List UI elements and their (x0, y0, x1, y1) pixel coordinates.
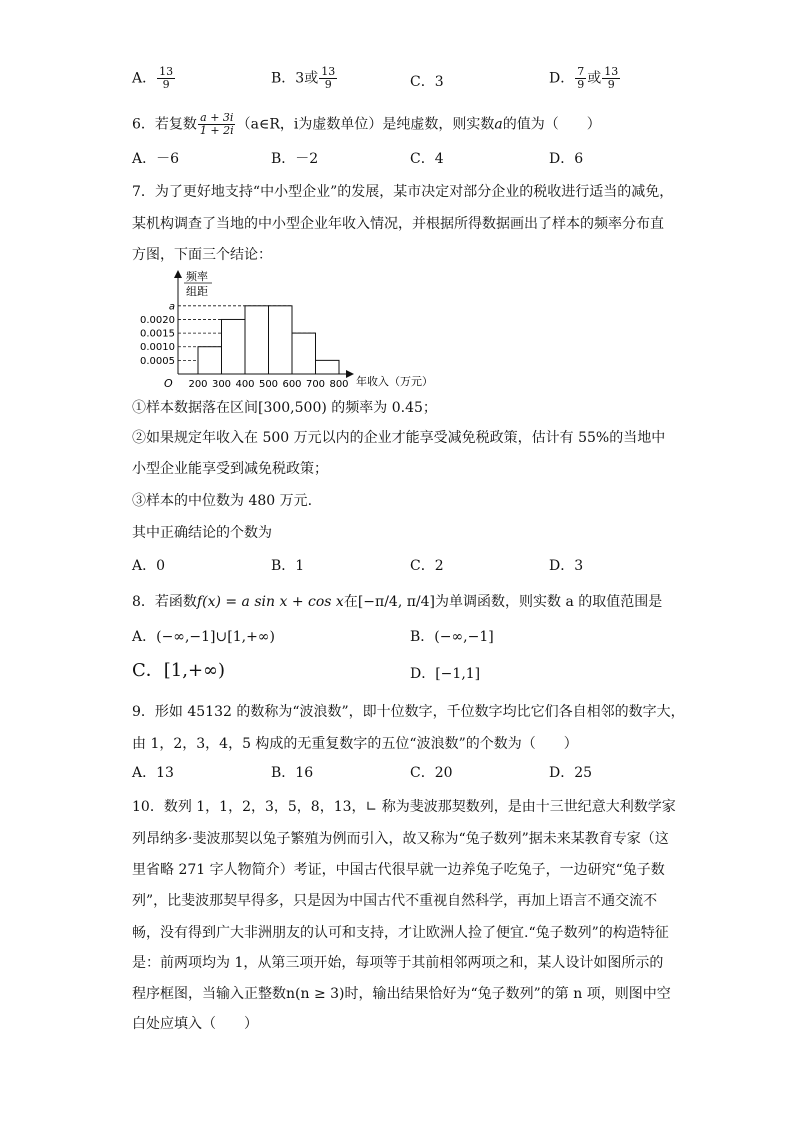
q7-option-d: D．3 (549, 558, 584, 574)
q10-line-1: 10．数列 1，1，2，3，5，8，13，∟ 称为斐波那契数列，是由十三世纪意大利数学家 (132, 799, 676, 815)
q7-line-1: 7．为了更好地支持“中小型企业”的发展，某市决定对部分企业的税收进行适当的减免， (132, 184, 674, 200)
fraction: $\frac{13}{9}$ (604, 65, 619, 91)
fraction: $\frac{13}{9}$ (321, 65, 336, 91)
q10-line-6: 是：前两项均为 1，从第三项开始，每项等于其前相邻两项之和，某人设计如图所示的 (132, 955, 664, 971)
q9-option-a: A．13 (132, 765, 174, 781)
y-tick-label: 0.0005 (140, 355, 175, 367)
q10-line-4: 列”，比斐波那契早得多，只是因为中国古代不重视自然科学，再加上语言不通交流不 (132, 893, 658, 909)
histogram-bar (316, 360, 340, 374)
q7-conclusion-3: 小型企业能享受到减免税政策； (132, 461, 328, 477)
histogram-bar (292, 333, 316, 374)
q9-line-1: 9．形如 45132 的数称为“波浪数”，即十位数字，千位数字均比它们各自相邻的数字大， (132, 704, 685, 720)
q8-option-a: A．(−∞,−1]∪[1,+∞) (132, 629, 275, 645)
q5-option-a: A． $\frac{13}{9}$ (132, 65, 174, 91)
q9-option-c: C．20 (410, 765, 453, 781)
x-tick-label: 500 (258, 379, 279, 390)
q8-option-b: B．(−∞,−1] (410, 629, 494, 645)
complex-fraction: $\frac{a + 3i}{1 + 2i}$ (199, 111, 234, 137)
q5-option-d: D． $\frac{7}{9}$ 或 $\frac{13}{9}$ (549, 65, 619, 91)
q5-option-b: B．3或 $\frac{13}{9}$ (271, 65, 336, 91)
q8-stem: 8．若函数f(x) = a sin x + cos x在[−π/4, π/4]为单调函数，则实数 a 的取值范围是 (132, 594, 663, 610)
histogram-bar (269, 306, 293, 374)
y-tick-label: a (168, 301, 175, 313)
q8-option-d: D．[−1,1] (410, 666, 481, 682)
q7-conclusion-1: ①样本数据落在区间[300,500) 的频率为 0.45； (132, 400, 437, 416)
fraction: $\frac{13}{9}$ (159, 65, 174, 91)
q10-line-7: 程序框图，当输入正整数n(n ≥ 3)时，输出结果恰好为“兔子数列”的第 n 项，则图中空 (132, 986, 671, 1002)
q6-option-b: B．－2 (271, 151, 319, 167)
q7-option-a: A．0 (132, 558, 166, 574)
histogram-bar (245, 306, 269, 374)
chart-title-bottom: 组距 (186, 285, 208, 298)
q9-option-b: B．16 (271, 765, 314, 781)
x-tick-label: 800 (329, 379, 349, 390)
q6-option-a: A．－6 (132, 151, 180, 167)
q7-option-c: C．2 (410, 558, 444, 574)
q6-option-c: C．4 (410, 151, 444, 167)
q9-line-2: 由 1，2，3，4，5 构成的无重复数字的五位“波浪数”的个数为（ ） (132, 736, 578, 752)
y-tick-label: 0.0010 (140, 342, 175, 354)
histogram-chart (132, 268, 442, 392)
q7-line-2: 某机构调查了当地的中小型企业年收入情况，并根据所得数据画出了样本的频率分布直 (132, 216, 664, 232)
x-tick-label: 400 (235, 379, 255, 390)
histogram-bar (222, 319, 246, 374)
x-tick-label: 700 (305, 379, 326, 390)
q8-option-c: C．[1,+∞) (132, 660, 226, 681)
q7-conclusion-4: ③样本的中位数为 480 万元. (132, 493, 313, 509)
q9-option-d: D．25 (549, 765, 593, 781)
q7-question: 其中正确结论的个数为 (132, 525, 272, 541)
chart-origin: O (164, 377, 173, 390)
y-tick-label: 0.0015 (140, 328, 175, 340)
q7-line-3: 方图，下面三个结论： (132, 247, 272, 263)
q5-option-c: C．3 (410, 74, 444, 90)
q7-option-b: B．1 (271, 558, 305, 574)
fraction: $\frac{7}{9}$ (577, 65, 585, 91)
chart-title-top: 频率 (186, 270, 208, 283)
q10-line-2: 列昂纳多·斐波那契以兔子繁殖为例而引入，故又称为“兔子数列”据未来某教育专家（这 (132, 831, 669, 847)
bars-group (198, 306, 339, 374)
q6-stem: 6．若复数 $\frac{a + 3i}{1 + 2i}$ （a∈R，i为虚数单位）是纯虚数，则实数a的值为（ ） (132, 111, 601, 137)
q7-conclusion-2: ②如果规定年收入在 500 万元以内的企业才能享受减免税政策，估计有 55%的当地中 (132, 430, 666, 446)
q10-line-5: 畅，没有得到广大非洲朋友的认可和支持，才让欧洲人捡了便宜.“兔子数列”的构造特征 (132, 925, 669, 941)
x-tick-label: 600 (282, 379, 302, 390)
y-tick-label: 0.0020 (140, 314, 175, 326)
x-tick-label: 200 (188, 379, 208, 390)
x-tick-label: 300 (211, 379, 232, 390)
q10-line-8: 白处应填入（ ） (132, 1016, 258, 1032)
chart-x-label: 年收入（万元） (356, 375, 433, 388)
histogram-bar (198, 347, 222, 374)
q6-option-d: D．6 (549, 151, 584, 167)
q10-line-3: 里省略 271 字人物简介）考证，中国古代很早就一边养兔子吃兔子，一边研究“兔子数 (132, 862, 665, 878)
